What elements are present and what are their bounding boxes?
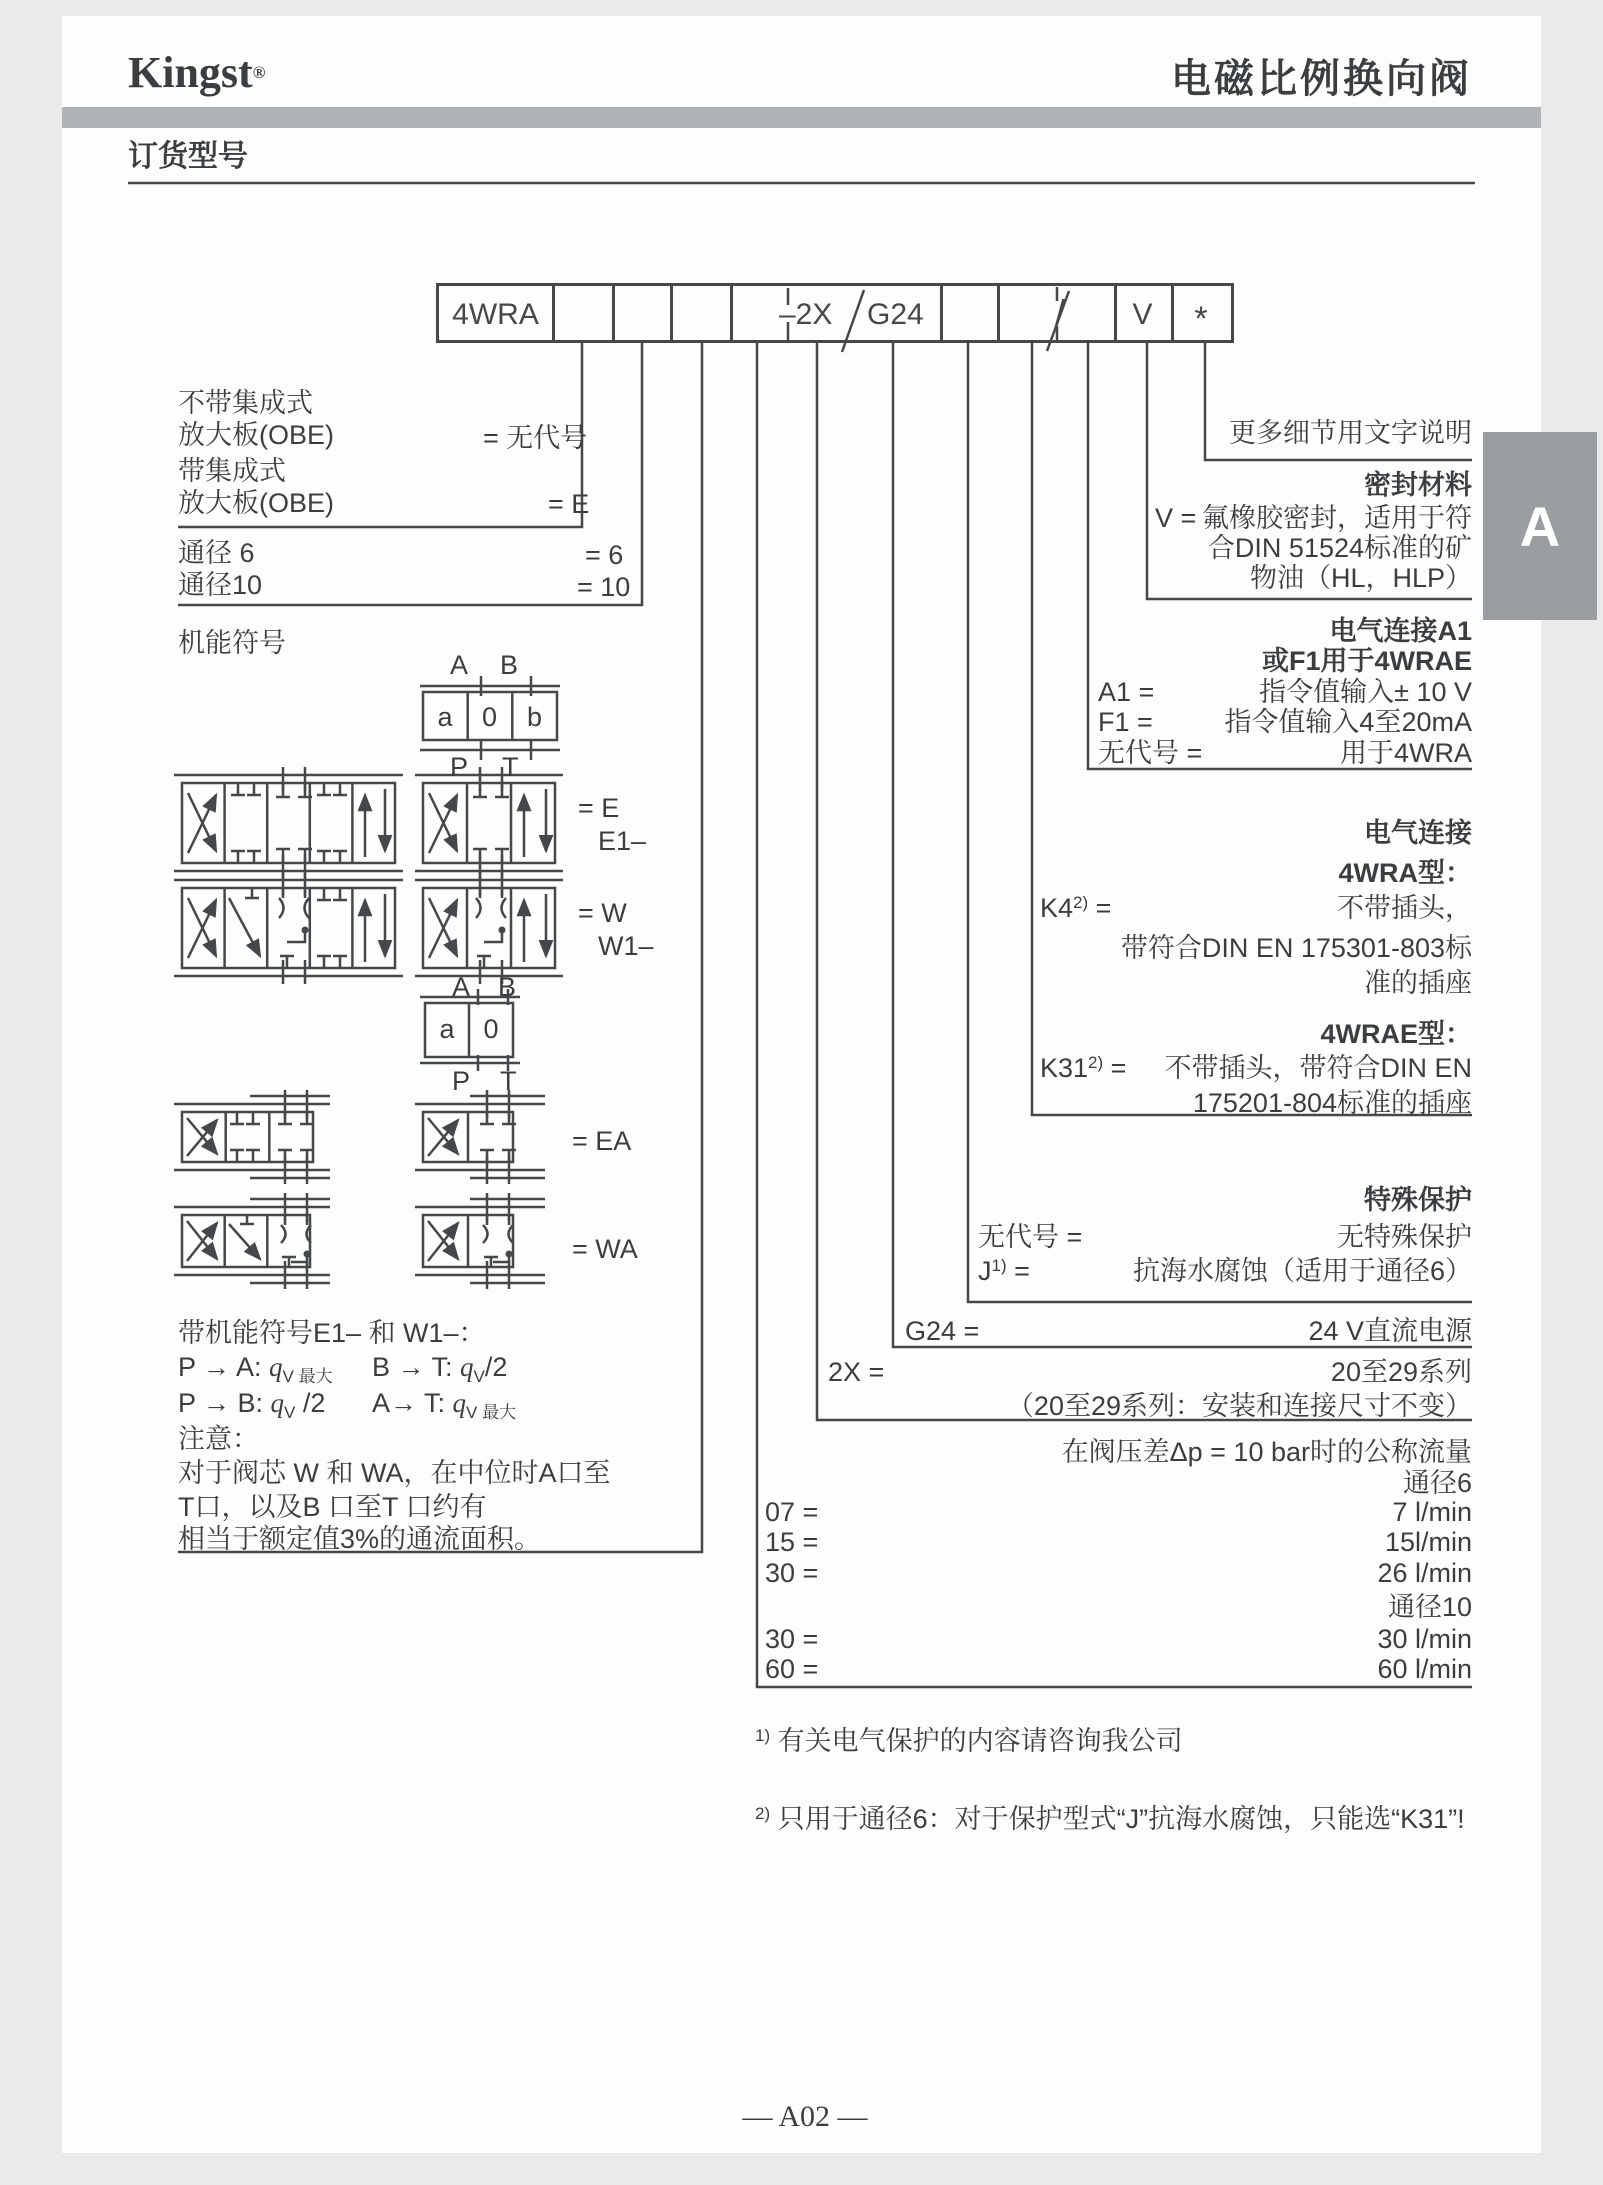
attention-line3: 相当于额定值3%的通流面积。 bbox=[178, 1524, 542, 1554]
box-divider bbox=[997, 286, 1000, 340]
elec-conn-4wrae: 4WRAE型： bbox=[1320, 1019, 1472, 1049]
valve-symbol-e-left bbox=[174, 767, 403, 879]
footnote-2: $^{2)}$ 只用于通径6：对于保护型式“J”抗海水腐蚀，只能选“K31”! bbox=[755, 1804, 1465, 1834]
order-code-seal: V bbox=[1132, 298, 1153, 331]
elec-a1-value3: 用于4WRA bbox=[1339, 738, 1472, 768]
spool-pos-0: 0 bbox=[481, 702, 498, 732]
g24-code: G24 = bbox=[905, 1316, 980, 1346]
order-code-slash: / bbox=[1054, 292, 1065, 333]
box-divider bbox=[730, 286, 733, 340]
g24-value: 24 V直流电源 bbox=[1308, 1316, 1472, 1346]
attention-line2: T口，以及B 口至T 口约有 bbox=[178, 1492, 487, 1522]
valve-symbol-wa-right bbox=[415, 1193, 545, 1289]
header-divider-bar bbox=[62, 107, 1541, 128]
spool-pos-a: a bbox=[437, 702, 453, 732]
flow-row-code: 15 = bbox=[765, 1527, 819, 1557]
spool2-pos-a: a bbox=[439, 1014, 455, 1044]
series-value1: 20至29系列 bbox=[1330, 1357, 1472, 1387]
port-label-b-top2: B bbox=[498, 972, 517, 1002]
footnote-1: $^{1)}$ 有关电气保护的内容请咨询我公司 bbox=[755, 1726, 1183, 1756]
elec-a1-value2: 指令值输入4至20mA bbox=[1224, 707, 1472, 737]
page-number: — A02 — bbox=[742, 2100, 868, 2133]
symbol-code-ea: = EA bbox=[572, 1126, 632, 1156]
port-label-a-top2: A bbox=[452, 972, 471, 1002]
elec-conn-title: 电气连接 bbox=[1364, 818, 1472, 848]
port-label-b-top: B bbox=[500, 650, 519, 680]
section-index-tab bbox=[1483, 432, 1597, 620]
size-6-code: = 6 bbox=[585, 540, 624, 570]
obe-without-code: = 无代号 bbox=[483, 423, 588, 453]
flow-formula-pa: P → A: $q_{V 最大}$ bbox=[178, 1352, 333, 1386]
flow-row-code: 07 = bbox=[765, 1497, 819, 1527]
elec-a1-value1: 指令值输入± 10 V bbox=[1259, 677, 1472, 707]
symbols-heading: 机能符号 bbox=[178, 628, 286, 658]
elec-a1-title1: 电气连接A1 bbox=[1329, 616, 1472, 646]
series-code: 2X = bbox=[828, 1357, 885, 1387]
valve-symbol-wa-left bbox=[174, 1193, 330, 1289]
flow-row-code: 60 = bbox=[765, 1654, 819, 1684]
elec-conn-k4-code: $K4^{2)}$ = bbox=[1040, 893, 1112, 923]
section-title: 订货型号 bbox=[128, 140, 248, 173]
series-value2: （20至29系列：安装和连接尺寸不变） bbox=[1006, 1391, 1472, 1421]
elec-conn-k4-v1: 不带插头， bbox=[1337, 893, 1472, 923]
flow-row-value: 30 l/min bbox=[1377, 1624, 1472, 1654]
seal-title: 密封材料 bbox=[1364, 470, 1472, 500]
flow-formula-bt: B → T: $q_V/2$ bbox=[372, 1352, 508, 1386]
flow-size6: 通径6 bbox=[1402, 1468, 1472, 1498]
size-10-code: = 10 bbox=[577, 572, 631, 602]
symbol-code-w: = W bbox=[578, 898, 627, 928]
symbol-code-e1: E1– bbox=[598, 826, 647, 856]
valve-symbol-ea-left bbox=[174, 1090, 330, 1184]
notes-title: 带机能符号E1– 和 W1–： bbox=[178, 1318, 486, 1348]
box-divider bbox=[552, 286, 555, 340]
flow-row-value: 60 l/min bbox=[1377, 1654, 1472, 1684]
order-code-row bbox=[436, 283, 1234, 343]
valve-symbol-ea-right bbox=[415, 1090, 545, 1184]
seal-line3: 物油（HL，HLP） bbox=[1249, 563, 1472, 593]
symbol-code-w1: W1– bbox=[598, 931, 654, 961]
box-divider bbox=[670, 286, 673, 340]
protection-title: 特殊保护 bbox=[1364, 1185, 1472, 1215]
port-label-p2: P bbox=[452, 1066, 471, 1096]
seal-line2: 合DIN 51524标准的矿 bbox=[1207, 533, 1472, 563]
flow-row-value: 26 l/min bbox=[1377, 1558, 1472, 1588]
port-label-t2: T bbox=[500, 1066, 517, 1096]
brand-logo bbox=[128, 48, 265, 99]
order-code-model: 4WRA bbox=[452, 298, 539, 331]
port-label-t: T bbox=[502, 752, 519, 782]
valve-symbol-e-right bbox=[415, 767, 563, 879]
obe-without-line2: 放大板(OBE) bbox=[178, 420, 335, 450]
elec-conn-k4-v3: 准的插座 bbox=[1364, 968, 1472, 998]
brand-text: Kingst bbox=[128, 48, 253, 97]
more-details-note: 更多细节用文字说明 bbox=[1229, 418, 1472, 448]
elec-conn-k31-v2: 175201-804标准的插座 bbox=[1192, 1088, 1472, 1118]
flow-size10: 通径10 bbox=[1387, 1592, 1472, 1622]
flow-title: 在阀压差Δp = 10 bar时的公称流量 bbox=[1061, 1437, 1472, 1467]
size-6-label: 通径 6 bbox=[178, 538, 255, 568]
obe-with-code: = E bbox=[548, 489, 590, 519]
valve-symbol-w-right bbox=[415, 872, 563, 984]
attention-line1: 对于阀芯 W 和 WA，在中位时A口至 bbox=[178, 1458, 611, 1488]
spool2-pos-0: 0 bbox=[483, 1014, 499, 1044]
elec-a1-code2: F1 = bbox=[1098, 707, 1153, 737]
flow-formula-pb: P → B: $q_V$ /2 bbox=[178, 1388, 326, 1422]
elec-conn-k31-code: $K31^{2)}$ = bbox=[1040, 1053, 1127, 1083]
obe-with-line1: 带集成式 bbox=[178, 456, 286, 486]
seal-code: V = bbox=[1155, 503, 1197, 533]
protection-code2: $J^{1)}$ = bbox=[978, 1256, 1030, 1286]
order-code-series: –2X bbox=[779, 298, 833, 331]
attention-label: 注意： bbox=[178, 1424, 259, 1454]
obe-with-line2: 放大板(OBE) bbox=[178, 488, 335, 518]
elec-a1-code1: A1 = bbox=[1098, 677, 1155, 707]
flow-row-value: 15l/min bbox=[1384, 1527, 1472, 1557]
valve-symbol-w-left bbox=[174, 872, 403, 984]
symbol-code-wa: = WA bbox=[572, 1234, 638, 1264]
seal-line1: 氟橡胶密封，适用于符 bbox=[1202, 503, 1472, 533]
flow-formula-at: A→ T: $q_{V 最大}$ bbox=[372, 1388, 517, 1422]
registered-mark: ® bbox=[252, 63, 266, 82]
flow-row-code: 30 = bbox=[765, 1624, 819, 1654]
tab-letter: A bbox=[1519, 494, 1561, 558]
elec-conn-4wra: 4WRA型： bbox=[1338, 858, 1472, 888]
protection-value2: 抗海水腐蚀（适用于通径6） bbox=[1132, 1256, 1472, 1286]
elec-conn-k31-v1: 不带插头，带符合DIN EN bbox=[1164, 1053, 1472, 1083]
elec-a1-code3: 无代号 = bbox=[1098, 738, 1203, 768]
protection-code1: 无代号 = bbox=[978, 1222, 1083, 1252]
box-divider bbox=[940, 286, 943, 340]
order-code-voltage: G24 bbox=[867, 298, 924, 331]
flow-row-value: 7 l/min bbox=[1392, 1497, 1472, 1527]
protection-value1: 无特殊保护 bbox=[1337, 1222, 1472, 1252]
port-label-p: P bbox=[450, 752, 469, 782]
obe-without-line1: 不带集成式 bbox=[178, 388, 313, 418]
spool-pos-b: b bbox=[526, 702, 543, 732]
box-divider bbox=[612, 286, 615, 340]
port-label-a-top: A bbox=[450, 650, 469, 680]
symbol-code-e: = E bbox=[578, 793, 620, 823]
order-code-star: * bbox=[1194, 300, 1208, 338]
page-title: 电磁比例换向阀 bbox=[1171, 57, 1472, 101]
elec-conn-k4-v2: 带符合DIN EN 175301-803标 bbox=[1120, 933, 1472, 963]
flow-row-code: 30 = bbox=[765, 1558, 819, 1588]
elec-a1-title2: 或F1用于4WRAE bbox=[1261, 646, 1472, 676]
size-10-label: 通径10 bbox=[178, 570, 263, 600]
